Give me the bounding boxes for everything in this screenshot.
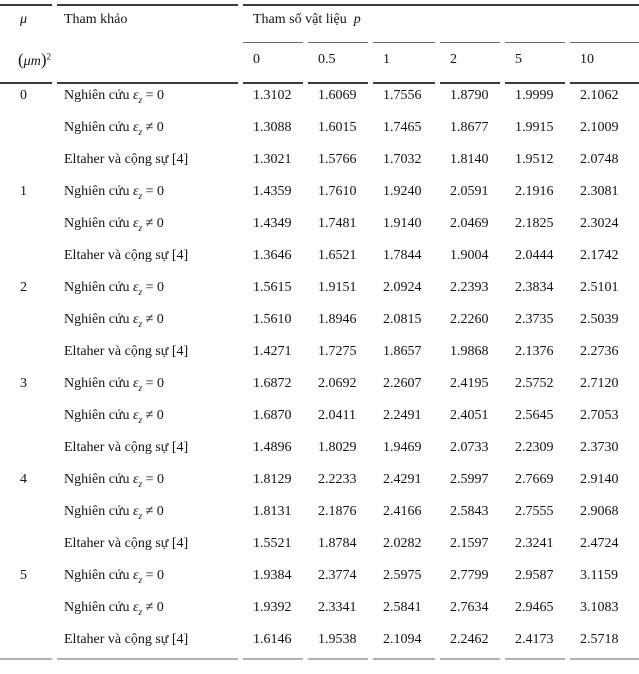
mu-symbol-header	[0, 4, 52, 42]
value-cell: 1.6870	[253, 408, 292, 423]
mu-value-cell: 2	[20, 280, 27, 295]
value-cell: 1.8784	[318, 536, 357, 551]
comparison-table	[0, 4, 639, 660]
value-cell: 1.4896	[253, 440, 292, 455]
ref-label-cell: Eltaher và cộng sự [4]	[64, 536, 189, 551]
epsilon-symbol: ε	[133, 88, 139, 103]
value-cell: 2.2309	[515, 440, 554, 455]
value-cell: 1.7844	[383, 248, 422, 263]
value-cell: 2.0924	[383, 280, 422, 295]
value-cell: 2.3730	[580, 440, 619, 455]
epsilon-symbol: ε	[133, 504, 139, 519]
value-cell: 1.9240	[383, 184, 422, 199]
mu-value-cell: 3	[20, 376, 27, 391]
value-cell: 2.7669	[515, 472, 554, 487]
mu-unit-exponent: 2	[46, 51, 51, 62]
value-cell: 1.9868	[450, 344, 489, 359]
value-cell: 2.3774	[318, 568, 357, 583]
value-cell: 2.5101	[580, 280, 619, 295]
study-label: Nghiên cứu	[64, 184, 134, 199]
value-cell: 2.4173	[505, 628, 565, 660]
value-cell: 2.0411	[318, 408, 356, 423]
value-cell: 1.3646	[253, 248, 292, 263]
study-label: Nghiên cứu	[64, 280, 134, 295]
value-cell: 1.5766	[318, 152, 357, 167]
table-row	[0, 244, 639, 276]
value-cell: 2.2736	[580, 344, 619, 359]
table-row	[0, 500, 639, 532]
value-cell: 2.3834	[515, 280, 554, 295]
study-label: Nghiên cứu	[64, 600, 134, 615]
ref-label-cell: Eltaher và cộng sự [4]	[57, 628, 238, 660]
condition-label: ≠ 0	[142, 120, 164, 135]
value-cell: 2.3735	[515, 312, 554, 327]
epsilon-subscript: z	[138, 126, 143, 137]
value-cell: 2.3024	[580, 216, 619, 231]
material-parameter-label: Tham số vật liệu	[253, 12, 347, 27]
study-label: Nghiên cứu	[64, 504, 134, 519]
value-cell: 1.9151	[318, 280, 357, 295]
epsilon-subscript: z	[138, 510, 143, 521]
study-label: Nghiên cứu	[64, 408, 134, 423]
value-cell: 1.4271	[253, 344, 292, 359]
value-cell: 1.7556	[383, 88, 422, 103]
mu-value-cell	[0, 628, 52, 660]
value-cell: 2.9465	[515, 600, 554, 615]
close-paren: )	[40, 49, 47, 69]
mu-value-cell: 5	[20, 568, 27, 583]
value-cell: 2.5975	[383, 568, 422, 583]
value-cell: 2.1597	[450, 536, 489, 551]
ref-label-cell	[57, 564, 238, 596]
study-label: Nghiên cứu	[64, 472, 134, 487]
value-cell: 1.6872	[253, 376, 292, 391]
value-cell: 2.4195	[450, 376, 489, 391]
epsilon-subscript: z	[138, 414, 143, 425]
ref-label-cell	[57, 468, 238, 500]
ref-label-cell	[57, 212, 238, 244]
mu-value-cell: 0	[20, 88, 27, 103]
reference-header-spacer	[57, 42, 238, 84]
value-cell: 2.0282	[383, 536, 422, 551]
table-row	[0, 468, 639, 500]
value-cell: 2.5841	[383, 600, 422, 615]
value-cell: 3.1083	[580, 600, 619, 615]
value-cell: 1.9538	[308, 628, 368, 660]
value-cell: 1.9469	[383, 440, 422, 455]
epsilon-symbol: ε	[133, 472, 139, 487]
value-cell: 2.9068	[580, 504, 619, 519]
table-header	[0, 4, 639, 84]
value-cell: 2.0469	[450, 216, 489, 231]
value-cell: 1.8029	[318, 440, 357, 455]
mu-value-cell	[0, 340, 52, 372]
value-cell: 2.1376	[515, 344, 554, 359]
value-cell: 2.3241	[515, 536, 554, 551]
value-cell: 1.9999	[515, 88, 554, 103]
header-row-sub	[0, 42, 639, 84]
value-cell: 1.6069	[318, 88, 357, 103]
table-row	[0, 372, 639, 404]
value-cell: 1.5610	[253, 312, 292, 327]
epsilon-symbol: ε	[133, 120, 139, 135]
value-cell: 2.9140	[580, 472, 619, 487]
value-cell: 1.4349	[253, 216, 292, 231]
value-cell: 1.5521	[253, 536, 292, 551]
condition-label: = 0	[142, 568, 164, 583]
mu-value-cell	[0, 244, 52, 276]
condition-label: = 0	[142, 376, 164, 391]
epsilon-subscript: z	[138, 606, 143, 617]
value-cell: 2.1009	[580, 120, 619, 135]
value-cell: 2.2462	[440, 628, 500, 660]
epsilon-subscript: z	[138, 574, 143, 585]
table-row	[0, 308, 639, 340]
value-cell: 2.4724	[580, 536, 619, 551]
value-cell: 2.7053	[580, 408, 619, 423]
value-cell: 2.5997	[450, 472, 489, 487]
value-cell: 2.0733	[450, 440, 489, 455]
value-cell: 1.7481	[318, 216, 357, 231]
epsilon-symbol: ε	[133, 312, 139, 327]
value-cell: 1.7275	[318, 344, 357, 359]
p-col-header-3: 2	[440, 42, 500, 84]
value-cell: 2.4291	[383, 472, 422, 487]
table-body	[0, 84, 639, 660]
value-cell: 1.8140	[450, 152, 489, 167]
mu-value-cell: 4	[20, 472, 27, 487]
ref-label-cell	[57, 84, 238, 116]
ref-label-cell	[57, 180, 238, 212]
value-cell: 2.1825	[515, 216, 554, 231]
epsilon-symbol: ε	[133, 280, 139, 295]
value-cell: 1.8790	[450, 88, 489, 103]
value-cell: 2.5752	[515, 376, 554, 391]
ref-label-cell	[57, 308, 238, 340]
mu-value-cell	[0, 404, 52, 436]
study-label: Nghiên cứu	[64, 568, 134, 583]
table-row	[0, 628, 639, 660]
value-cell: 2.3341	[318, 600, 357, 615]
value-cell: 2.1094	[373, 628, 435, 660]
value-cell: 1.8657	[383, 344, 422, 359]
value-cell: 1.9384	[253, 568, 292, 583]
value-cell: 1.7465	[383, 120, 422, 135]
value-cell: 1.8946	[318, 312, 357, 327]
condition-label: = 0	[142, 280, 164, 295]
table-row	[0, 276, 639, 308]
value-cell: 1.9004	[450, 248, 489, 263]
condition-label: = 0	[142, 88, 164, 103]
ref-label-cell: Eltaher và cộng sự [4]	[64, 440, 189, 455]
value-cell: 1.8131	[253, 504, 292, 519]
epsilon-symbol: ε	[133, 376, 139, 391]
value-cell: 2.2607	[383, 376, 422, 391]
ref-label-cell	[57, 276, 238, 308]
reference-column-header: Tham khảo	[57, 4, 238, 42]
value-cell: 2.5645	[515, 408, 554, 423]
epsilon-subscript: z	[138, 318, 143, 329]
mu-value-cell	[0, 500, 52, 532]
value-cell: 1.7032	[383, 152, 422, 167]
p-symbol: p	[353, 12, 361, 27]
material-parameter-header	[243, 4, 639, 42]
value-cell: 2.1742	[580, 248, 619, 263]
condition-label: ≠ 0	[142, 600, 164, 615]
epsilon-symbol: ε	[133, 216, 139, 231]
value-cell: 2.5039	[580, 312, 619, 327]
value-cell: 2.0444	[515, 248, 554, 263]
mu-value-cell	[0, 436, 52, 468]
value-cell: 2.0748	[580, 152, 619, 167]
value-cell: 2.7634	[450, 600, 489, 615]
condition-label: = 0	[142, 472, 164, 487]
value-cell: 2.0815	[383, 312, 422, 327]
value-cell: 2.7799	[450, 568, 489, 583]
mu-unit-header	[0, 42, 52, 84]
table-row	[0, 532, 639, 564]
value-cell: 3.1159	[580, 568, 618, 583]
table-row	[0, 212, 639, 244]
value-cell: 2.3081	[580, 184, 619, 199]
epsilon-symbol: ε	[133, 408, 139, 423]
p-col-header-1: 0.5	[308, 42, 368, 84]
table-row	[0, 596, 639, 628]
value-cell: 2.0692	[318, 376, 357, 391]
value-cell: 2.5843	[450, 504, 489, 519]
p-col-header-5: 10	[570, 42, 639, 84]
epsilon-symbol: ε	[133, 568, 139, 583]
epsilon-subscript: z	[138, 190, 143, 201]
value-cell: 2.2393	[450, 280, 489, 295]
value-cell: 1.5615	[253, 280, 292, 295]
value-cell: 1.4359	[253, 184, 292, 199]
open-paren: (	[18, 49, 24, 69]
value-cell: 1.9140	[383, 216, 422, 231]
epsilon-subscript: z	[138, 94, 143, 105]
study-label: Nghiên cứu	[64, 120, 134, 135]
value-cell: 2.2233	[318, 472, 357, 487]
value-cell: 1.3088	[253, 120, 292, 135]
condition-label: = 0	[142, 184, 164, 199]
table-row	[0, 148, 639, 180]
value-cell: 1.6146	[243, 628, 303, 660]
mu-value-cell	[0, 148, 52, 180]
header-row-top	[0, 4, 639, 42]
mu-value-cell: 1	[20, 184, 27, 199]
value-cell: 1.9512	[515, 152, 554, 167]
value-cell: 1.7610	[318, 184, 357, 199]
value-cell: 2.4166	[383, 504, 422, 519]
table-row	[0, 116, 639, 148]
value-cell: 2.4051	[450, 408, 489, 423]
value-cell: 1.3102	[253, 88, 292, 103]
condition-label: ≠ 0	[142, 504, 164, 519]
table-row	[0, 436, 639, 468]
epsilon-symbol: ε	[133, 600, 139, 615]
epsilon-subscript: z	[138, 382, 143, 393]
mu-value-cell	[0, 532, 52, 564]
ref-label-cell	[57, 404, 238, 436]
value-cell: 1.6015	[318, 120, 357, 135]
value-cell: 1.9392	[253, 600, 292, 615]
table-row	[0, 180, 639, 212]
value-cell: 1.9915	[515, 120, 554, 135]
epsilon-symbol: ε	[133, 184, 139, 199]
table-row	[0, 84, 639, 116]
value-cell: 2.0591	[450, 184, 489, 199]
ref-label-cell	[57, 500, 238, 532]
study-label: Nghiên cứu	[64, 312, 134, 327]
epsilon-subscript: z	[138, 222, 143, 233]
epsilon-subscript: z	[138, 286, 143, 297]
study-label: Nghiên cứu	[64, 88, 134, 103]
p-col-header-0: 0	[243, 42, 303, 84]
mu-value-cell	[0, 116, 52, 148]
mu-value-cell	[0, 308, 52, 340]
mu-value-cell	[0, 596, 52, 628]
table-row	[0, 340, 639, 372]
p-col-header-2: 1	[373, 42, 435, 84]
mu-value-cell	[0, 212, 52, 244]
table-row	[0, 564, 639, 596]
value-cell: 2.2260	[450, 312, 489, 327]
value-cell: 2.7555	[515, 504, 554, 519]
ref-label-cell	[57, 372, 238, 404]
ref-label-cell	[57, 596, 238, 628]
value-cell: 1.6521	[318, 248, 357, 263]
condition-label: ≠ 0	[142, 408, 164, 423]
value-cell: 1.3021	[253, 152, 292, 167]
value-cell: 2.2491	[383, 408, 422, 423]
condition-label: ≠ 0	[142, 216, 164, 231]
mu-symbol: μ	[20, 12, 28, 27]
study-label: Nghiên cứu	[64, 376, 134, 391]
ref-label-cell: Eltaher và cộng sự [4]	[64, 152, 189, 167]
p-col-header-4: 5	[505, 42, 565, 84]
value-cell: 2.1876	[318, 504, 357, 519]
ref-label-cell	[57, 116, 238, 148]
table-row	[0, 404, 639, 436]
ref-label-cell: Eltaher và cộng sự [4]	[64, 344, 189, 359]
condition-label: ≠ 0	[142, 312, 164, 327]
value-cell: 2.9587	[515, 568, 554, 583]
value-cell: 1.8677	[450, 120, 489, 135]
value-cell: 2.1062	[580, 88, 619, 103]
ref-label-cell: Eltaher và cộng sự [4]	[64, 248, 189, 263]
epsilon-subscript: z	[138, 478, 143, 489]
mu-unit: μm	[23, 53, 41, 69]
value-cell: 2.5718	[570, 628, 639, 660]
value-cell: 2.1916	[515, 184, 554, 199]
study-label: Nghiên cứu	[64, 216, 134, 231]
value-cell: 1.8129	[253, 472, 292, 487]
value-cell: 2.7120	[580, 376, 619, 391]
